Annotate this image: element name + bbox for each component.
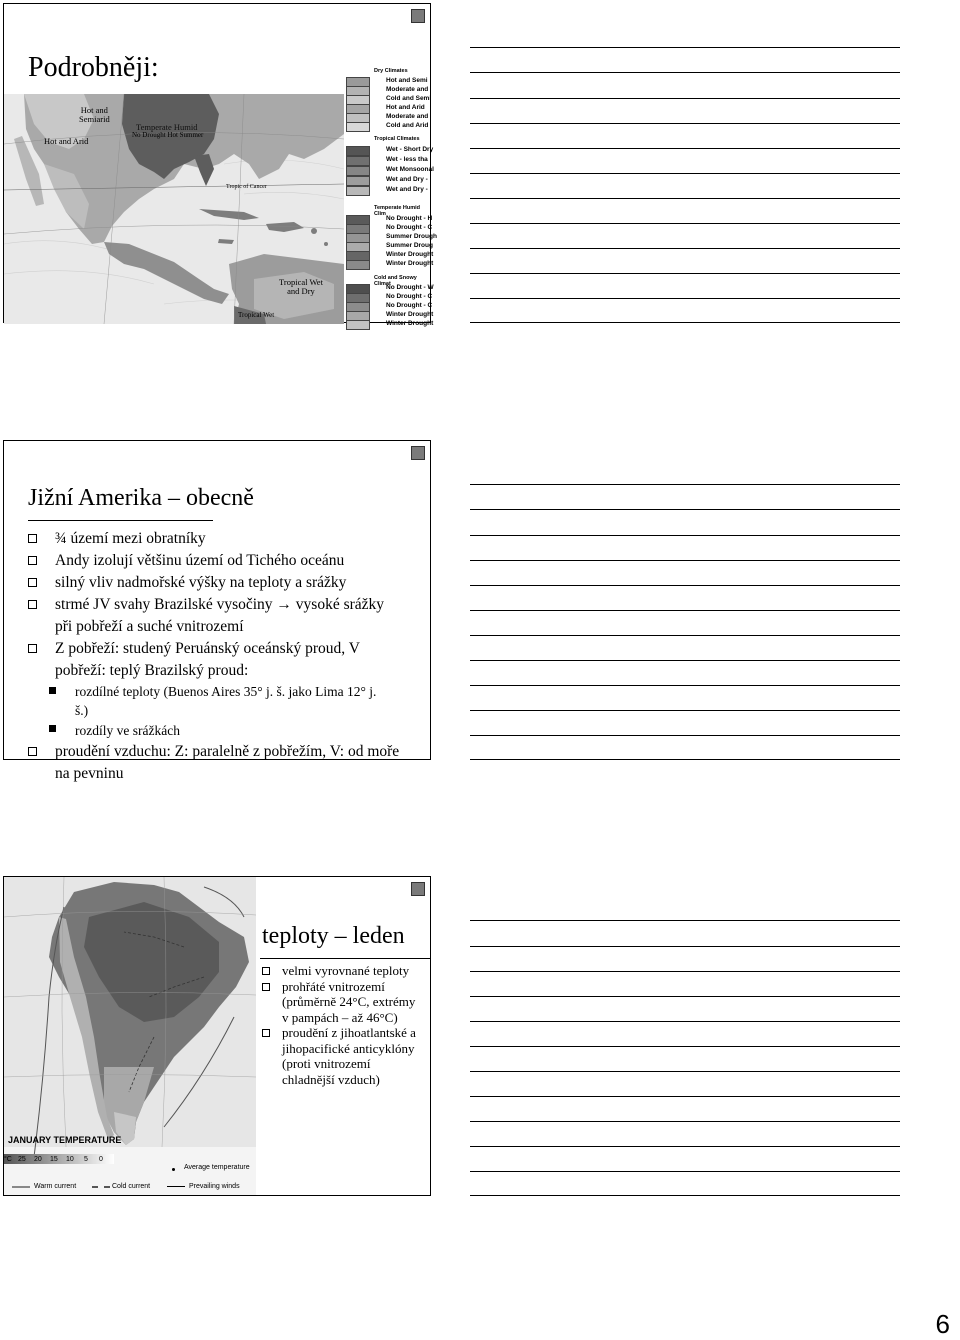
legend-row: Winter Drought <box>346 251 434 260</box>
map-label-hot-arid: Hot and Arid <box>44 136 89 146</box>
list-item: rozdíly ve srážkách <box>22 720 422 741</box>
legend-heading: Dry Climates <box>374 68 408 74</box>
map-label-tropical-wet: Tropical Wet <box>238 311 275 319</box>
scale-unit: °C <box>4 1156 12 1163</box>
slide-3-bullets <box>258 963 420 1087</box>
legend-row: Cold and Semi <box>346 95 434 104</box>
list-item: velmi vyrovnané teploty <box>258 963 420 979</box>
scale-value: 25 <box>18 1156 26 1163</box>
slide-corner-marker <box>411 446 425 460</box>
legend-row: Hot and Arid <box>346 104 434 113</box>
slide-corner-marker <box>411 882 425 896</box>
slide-2 <box>3 440 431 782</box>
slide-1 <box>3 3 437 327</box>
list-item: prohřáté vnitrozemí (průměrně 24°C, extrémy v pampách – až 46°C) <box>258 979 420 1026</box>
list-item: ¾ území mezi obratníky <box>22 528 422 550</box>
legend-row: Summer Drough <box>346 233 434 242</box>
legend-row: Winter Drought <box>346 320 434 329</box>
legend-heading: Cold and Snowy Climat <box>374 275 417 287</box>
map-label-hot-semiarid: Hot and Semiarid <box>79 105 110 124</box>
legend-row: Moderate and <box>346 86 434 95</box>
list-item: proudění z jihoatlantské a jihopacifické anticyklóny (proti vnitrozemí chladnější vzduch) <box>258 1025 420 1087</box>
legend-row: Wet - less tha <box>346 156 434 165</box>
legend-row: No Drought - C <box>346 224 434 233</box>
legend-row: No Drought - C <box>346 293 434 302</box>
map-label-tropic-of-cancer: Tropic of Cancer <box>226 184 267 190</box>
legend-cold-current: Cold current <box>112 1183 151 1190</box>
legend-row: Cold and Arid <box>346 122 434 131</box>
title-underline <box>260 958 430 959</box>
slide-1-title: Podrobněji: <box>28 52 159 83</box>
climate-legend <box>342 64 437 327</box>
title-underline <box>28 520 213 521</box>
list-item: Andy izolují většinu území od Tichého oceánu <box>22 550 422 572</box>
slide-3-title: teploty – leden <box>262 923 405 949</box>
legend-row: Wet Monsoonal <box>346 166 434 175</box>
warm-current-line-icon <box>12 1186 30 1188</box>
scale-value: 5 <box>84 1156 88 1163</box>
prevailing-winds-arrow-icon <box>167 1186 185 1187</box>
page-number: 6 <box>935 1309 950 1339</box>
slide-corner-marker <box>411 9 425 23</box>
legend-row: No Drought - H <box>346 215 434 224</box>
map-label-no-drought-hot-summer: No Drought Hot Summer <box>132 131 204 139</box>
legend-row: No Drought - W <box>346 284 434 293</box>
map-heading: JANUARY TEMPERATURE <box>8 1135 122 1145</box>
legend-row: Wet and Dry - <box>346 186 434 195</box>
legend-row: No Drought - C <box>346 302 434 311</box>
list-item: strmé JV svahy Brazilské vysočiny → vysoké srážky při pobřeží a suché vnitrozemí <box>22 594 422 638</box>
list-item: rozdílné teploty (Buenos Aires 35° j. š. jako Lima 12° j. š.) <box>22 682 422 720</box>
scale-value: 0 <box>99 1156 103 1163</box>
scale-value: 20 <box>34 1156 42 1163</box>
legend-row: Summer Droug <box>346 242 434 251</box>
legend-prevailing-winds: Prevailing winds <box>189 1183 240 1190</box>
map-label-tropical-wet-dry: Tropical Wet and Dry <box>279 277 323 296</box>
scale-value: 10 <box>66 1156 74 1163</box>
legend-warm-current: Warm current <box>34 1183 77 1190</box>
slide-2-bullets <box>22 528 422 785</box>
legend-row: Wet - Short Dry <box>346 146 434 155</box>
legend-row: Winter Drought <box>346 311 434 320</box>
legend-row: Hot and Semi <box>346 77 434 86</box>
january-temperature-map <box>4 877 256 1195</box>
legend-row: Wet and Dry - <box>346 176 434 185</box>
list-item: silný vliv nadmořské výšky na teploty a srážky <box>22 572 422 594</box>
scale-value: 15 <box>50 1156 58 1163</box>
legend-average-temperature: Average temperature <box>184 1164 250 1171</box>
list-item: Z pobřeží: studený Peruánský oceánský proud, V pobřeží: teplý Brazilský proud: <box>22 638 422 682</box>
legend-row: Moderate and <box>346 113 434 122</box>
map-label-temperate-humid: Temperate Humid <box>136 122 198 132</box>
legend-heading: Tropical Climates <box>374 136 420 142</box>
cold-current-line-icon <box>92 1186 110 1188</box>
list-item: proudění vzduchu: Z: paralelně z pobřežím, V: od moře na pevninu <box>22 741 422 785</box>
slide-3 <box>3 876 431 1196</box>
legend-row: Winter Drought <box>346 260 434 269</box>
slide-2-title: Jižní Amerika – obecně <box>28 485 254 511</box>
legend-heading: Temperate Humid Clim <box>374 205 421 217</box>
average-temperature-dot-icon <box>172 1168 175 1171</box>
